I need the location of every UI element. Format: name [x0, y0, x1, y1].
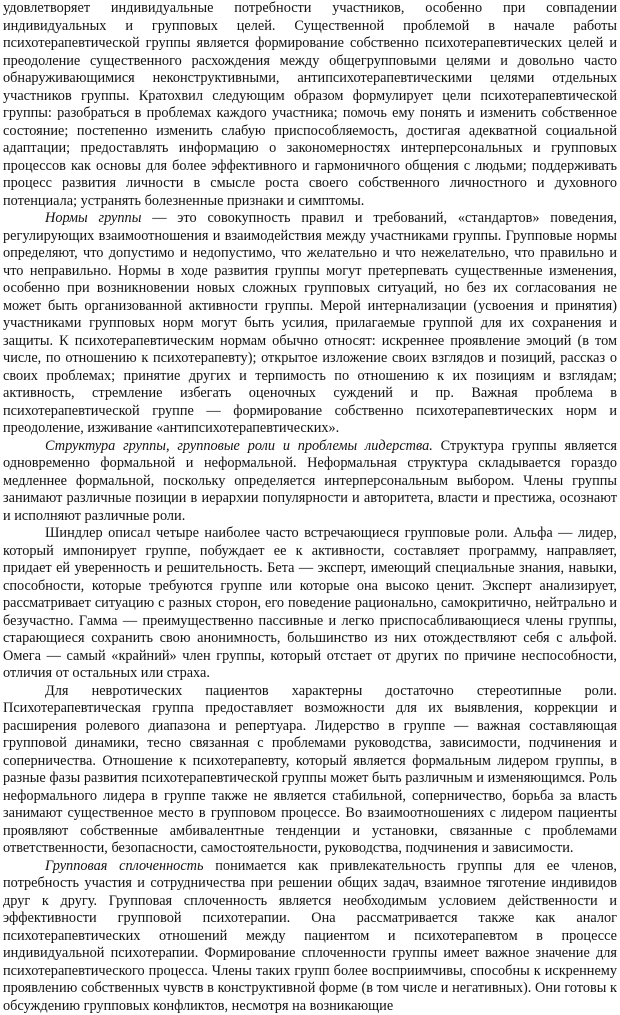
term-group-norms: Нормы группы	[45, 210, 141, 226]
paragraph-leadership	[3, 683, 617, 858]
paragraph-group-cohesion	[3, 858, 617, 1015]
paragraph-group-structure	[3, 438, 617, 526]
paragraph-group-roles	[3, 525, 617, 683]
term-group-cohesion: Групповая сплоченность	[45, 858, 204, 874]
paragraph-text: Структура группы является одновременно формальной и неформальной. Неформальная структура складывается гораздо медленнее формальной, поскольку определяется интерперсональным выбором. Члены группы занимают различные позиции в иерархии популярности и авторитета, власти и престижа, осознают и исполняют различные роли.	[3, 438, 617, 524]
paragraph-text: Для невротических пациентов характерны достаточно стереотипные роли. Психотерапевтическая группа предоставляет возможности для их выявления, коррекции и расширения ролевого диапазона и репертуара. Лидерство в группе — важная составляющая групповой динамики, тесно связанная с проблемами руководства, зависимости, подчинения и соперничества. Отношение к психотерапевту, который является формальным лидером группы, в разные фазы развития психотерапевтической группы может быть различным и изменяющимся. Роль неформального лидера в группе также не является стабильной, соперничество, борьба за власть занимают существенное место в групповом процессе. Во взаимоотношениях с лидером пациенты проявляют собственные амбивалентные тенденции и установки, связанные с проблемами ответственности, безопасности, самостоятельности, руководства, подчинения и зависимости.	[3, 683, 617, 857]
paragraph-text: Шиндлер описал четыре наиболее часто встречающиеся групповые роли. Альфа — лидер, который импонирует группе, побуждает ее к активности, составляет программу, направляет, придает ей уверенность и решительность. Бета — эксперт, имеющий специальные знания, навыки, способности, которые требуются группе или которые она высоко ценит. Эксперт анализирует, рассматривает ситуацию с разных сторон, его поведение рационально, самокритично, нейтрально и безучастно. Гамма — преимущественно пассивные и легко приспосабливающиеся члены группы, старающиеся сохранить свою анонимность, большинство из них отождествляют себя с альфой. Омега — самый «крайний» член группы, который отстает от других по причине неспособности, отличия от остальных или страха.	[3, 525, 617, 681]
paragraph-text: понимается как привлекательность группы для ее членов, потребность участия и сотрудничества при решении общих задач, взаимное тяготение индивидов друг к другу. Групповая сплоченность является необходимым условием действенности и эффективности групповой психотерапии. Она рассматривается также как аналог психотерапевтических отношений между пациентом и психотерапевтом в процессе индивидуальной психотерапии. Формирование сплоченности группы имеет важное значение для психотерапевтического процесса. Члены таких групп более восприимчивы, способны к искреннему проявлению собственных чувств в конструктивной форме (в том числе и негативных). Они готовы к обсуждению групповых конфликтов, несмотря на возникающие	[3, 858, 617, 1014]
paragraph-text: — это совокупность правил и требований, «стандартов» поведения, регулирующих взаимоотношения и взаимодействия между участниками группы. Групповые нормы определяют, что допустимо и недопустимо, что желательно и что нежелательно, что правильно и что неправильно. Нормы в ходе развития группы могут претерпевать существенные изменения, особенно при возникновении новых сложных групповых ситуаций, но без их согласования не может быть организованной активности группы. Мерой интернализации (усвоения и принятия) участниками групповых норм могут быть усилия, прилагаемые группой для их сохранения и защиты. К психотерапевтическим нормам обычно относят: искреннее проявление эмоций (в том числе, по отношению к психотерапевту); открытое изложение своих взглядов и позиций, рассказ о своих проблемах; принятие других и терпимость по отношению к их позициям и взглядам; активность, стремление избегать оценочных суждений и пр. Важная проблема в психотерапевтической группе — формирование собственно психотерапевтических норм и преодоление, изживание «антипсихотерапевтических».	[3, 210, 617, 436]
paragraph-group-goals	[3, 0, 617, 210]
paragraph-text: удовлетворяет индивидуальные потребности участников, особенно при совпадении индивидуальных и групповых целей. Существенной проблемой в начале работы психотерапевтической группы является формирование собственно психотерапевтических целей и преодоление существенного расхождения между общегрупповыми целями и довольно часто обнаруживающимися неконструктивными, антипсихотерапевтическими целями отдельных участников группы. Кратохвил следующим образом формулирует цели психотерапевтической группы: разобраться в проблемах каждого участника; помочь ему понять и изменить собственное состояние; постепенно изменить слабую приспособляемость, достигая адекватной социальной адаптации; предоставлять информацию о закономерностях интерперсональных и групповых процессов как основы для более эффективного и гармоничного общения с людьми; поддерживать процесс развития личности в смысле роста своего собственного личностного и духовного потенциала; устранять болезненные признаки и симптомы.	[3, 0, 617, 209]
paragraph-group-norms	[3, 210, 617, 438]
term-group-structure: Структура группы, групповые роли и проблемы лидерства.	[45, 438, 433, 454]
